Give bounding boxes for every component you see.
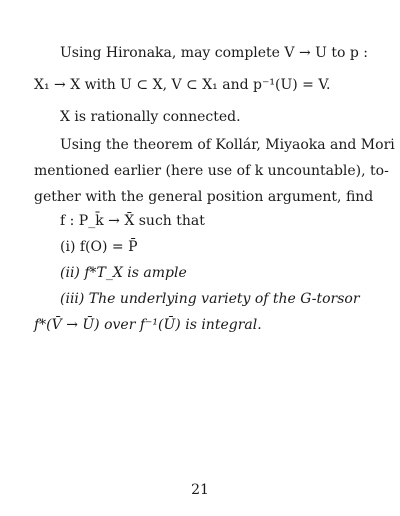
condition-ii: (ii) f*T_X is ample xyxy=(60,265,187,281)
paragraph-line-4: Using the theorem of Kollár, Miyaoka and Mori xyxy=(60,137,395,153)
paragraph-line-6: gether with the general position argument, find xyxy=(34,189,374,205)
paragraph-line-2: X₁ → X with U ⊂ X, V ⊂ X₁ and p⁻¹(U) = V. xyxy=(34,77,331,93)
condition-iii: (iii) The underlying variety of the G-torsor xyxy=(60,291,360,307)
page-number: 21 xyxy=(191,482,209,498)
statement-line-f: f : P_k̄ → X̄ such that xyxy=(60,213,205,229)
condition-iii-continued: f*(V̄ → Ū) over f⁻¹(Ū) is integral. xyxy=(34,317,262,333)
paragraph-line-3: X is rationally connected. xyxy=(60,109,241,125)
condition-i: (i) f(O) = P̄ xyxy=(60,239,138,255)
paragraph-line-5: mentioned earlier (here use of k uncountable), to- xyxy=(34,163,389,179)
paragraph-line-1: Using Hironaka, may complete V → U to p : xyxy=(60,45,369,61)
